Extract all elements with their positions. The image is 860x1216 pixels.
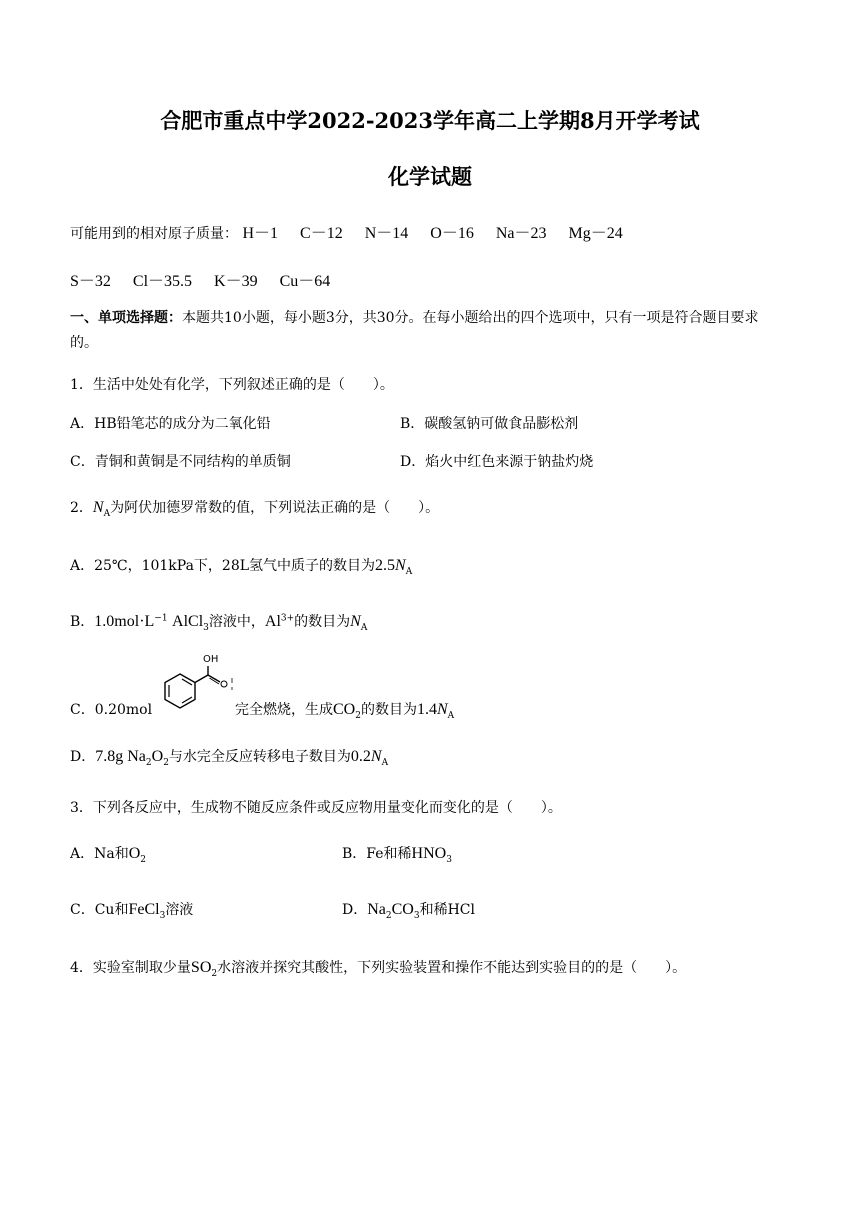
exam-title: 合肥市重点中学2022-2023学年高二上学期8月开学考试: [160, 108, 700, 133]
mass-h: H－1: [242, 225, 279, 242]
question-4-stem: [70, 957, 686, 979]
question-2-number: 2．: [70, 500, 93, 516]
question-2-option-b: [70, 611, 367, 633]
concentration-exponent: −1: [154, 613, 168, 624]
option-b-post: 的数目为: [294, 614, 351, 630]
formula-subscript: 3: [446, 854, 452, 865]
question-2-stem-text: 为阿伏加德罗常数的值，下列说法正确的是（ ）。: [110, 500, 440, 516]
sulfur-dioxide-formula: SO: [190, 959, 212, 976]
avogadro-subscript: A: [103, 508, 111, 519]
mass-mg: Mg－24: [568, 225, 623, 242]
hydroxyl-label: OH: [203, 654, 219, 665]
nitric-acid-formula: HNO: [411, 845, 447, 862]
carbonate-symbol: CO: [391, 901, 414, 918]
section-1-heading: 一、单项选择题：: [70, 310, 182, 326]
question-2-option-c-rest: [235, 699, 454, 721]
avogadro-symbol: N: [370, 748, 382, 765]
concentration: 1.0mol·L: [94, 613, 155, 630]
option-b-text: B．Fe和稀: [342, 846, 412, 862]
exam-subtitle: 化学试题: [388, 164, 472, 189]
option-c-mid: 完全燃烧，生成: [235, 702, 333, 718]
option-c-post: 的数目为: [360, 702, 417, 718]
avogadro-symbol: N: [395, 557, 406, 574]
option-a-text: A．Na和: [70, 846, 129, 862]
option-c-value: 1.4: [416, 701, 437, 718]
question-1-option-d: D．焰火中红色来源于钠盐灼烧: [400, 454, 594, 470]
avogadro-subscript: A: [447, 710, 455, 721]
question-1-stem: 1．生活中处处有化学，下列叙述正确的是（ ）。: [70, 377, 394, 393]
mass-k: K－39: [214, 273, 258, 290]
question-2-stem: [70, 497, 439, 519]
mass-na: Na－23: [495, 225, 547, 242]
ferric-chloride-formula: FeCl: [128, 901, 160, 918]
mass-o: O－16: [430, 225, 474, 242]
formula-subscript: 2: [163, 757, 169, 768]
option-a-text: A．25℃，101kPa下，28L氢气中质子的数目为: [70, 558, 376, 574]
aluminum-chloride: AlCl: [172, 613, 204, 630]
sodium-symbol: Na: [367, 901, 386, 918]
atomic-mass-line-2: [70, 268, 352, 291]
option-c-text: C．Cu和: [70, 902, 129, 918]
question-3-option-a: [70, 843, 146, 865]
oxygen-symbol: O: [151, 748, 164, 765]
section-1-description: 本题共10小题，每小题3分，共30分。在每小题给出的四个选项中，只有一项是符合题目要求的。: [70, 310, 759, 351]
question-1-option-b: B．碳酸氢钠可做食品膨松剂: [400, 416, 579, 432]
question-3-stem: 3．下列各反应中，生成物不随反应条件或反应物用量变化而变化的是（ ）。: [70, 800, 562, 816]
atomic-mass-line-1: [70, 220, 645, 243]
question-1-option-a: A．HB铅笔芯的成分为二氧化铅: [70, 416, 271, 432]
benzoic-acid-icon: [145, 652, 240, 722]
avogadro-subscript: A: [405, 566, 413, 577]
question-2-option-a: [70, 555, 412, 577]
benzoic-acid-structure: [145, 652, 240, 726]
formula-subscript: 2: [385, 910, 392, 921]
mass-cl: Cl－35.5: [132, 273, 193, 290]
option-d-mid: 与水完全反应转移电子数目为: [168, 749, 351, 765]
carbon-dioxide: CO: [333, 701, 356, 718]
avogadro-symbol: N: [436, 701, 448, 718]
ion-charge: 3+: [280, 613, 295, 624]
formula-subscript: 3: [413, 910, 420, 921]
avogadro-symbol: N: [350, 613, 361, 630]
avogadro-subscript: A: [381, 757, 389, 768]
question-3-option-c: [70, 899, 193, 921]
formula-subscript: 2: [140, 854, 147, 865]
mass-s: S－32: [70, 273, 111, 290]
option-b-mid: 溶液中，: [208, 614, 265, 630]
sodium-peroxide-mass: 7.8g Na: [95, 748, 146, 765]
formula-subscript: 2: [355, 710, 361, 721]
mass-n: N－14: [364, 225, 409, 242]
avogadro-symbol: N: [92, 499, 104, 516]
question-4-pre: 4．实验室制取少量: [70, 960, 191, 976]
option-a-value: 2.5: [375, 557, 396, 574]
question-2-option-c: [70, 699, 152, 719]
section-1-instructions: [70, 306, 786, 356]
question-4-post: 水溶液并探究其酸性，下列实验装置和操作不能达到实验目的的是（ ）。: [217, 960, 687, 976]
mass-cu: Cu－64: [279, 273, 331, 290]
atomic-mass-label: 可能用到的相对原子质量：: [70, 226, 238, 242]
option-b-label: B．: [70, 614, 95, 630]
question-1-option-c: C．青铜和黄铜是不同结构的单质铜: [70, 454, 291, 470]
oxygen-formula: O: [128, 845, 141, 862]
option-c-text: C．0.20mol: [70, 702, 153, 718]
atomic-mass-list-1: [242, 225, 644, 242]
formula-subscript: 2: [211, 968, 218, 979]
option-d-label: D．: [70, 749, 96, 765]
question-3-option-b: [342, 843, 452, 865]
option-c-post: 溶液: [165, 902, 194, 918]
question-2-option-d: [70, 746, 388, 768]
option-d-value: 0.2: [350, 748, 371, 765]
question-3-option-d: [342, 899, 475, 921]
aluminum-ion: Al: [264, 613, 281, 630]
formula-subscript: 2: [145, 757, 152, 768]
formula-subscript: 3: [159, 910, 166, 921]
option-d-post: 和稀HCl: [419, 902, 475, 918]
option-d-label: D．: [342, 902, 368, 918]
avogadro-subscript: A: [360, 622, 368, 633]
mass-c: C－12: [300, 225, 343, 242]
formula-subscript: 3: [203, 622, 209, 633]
